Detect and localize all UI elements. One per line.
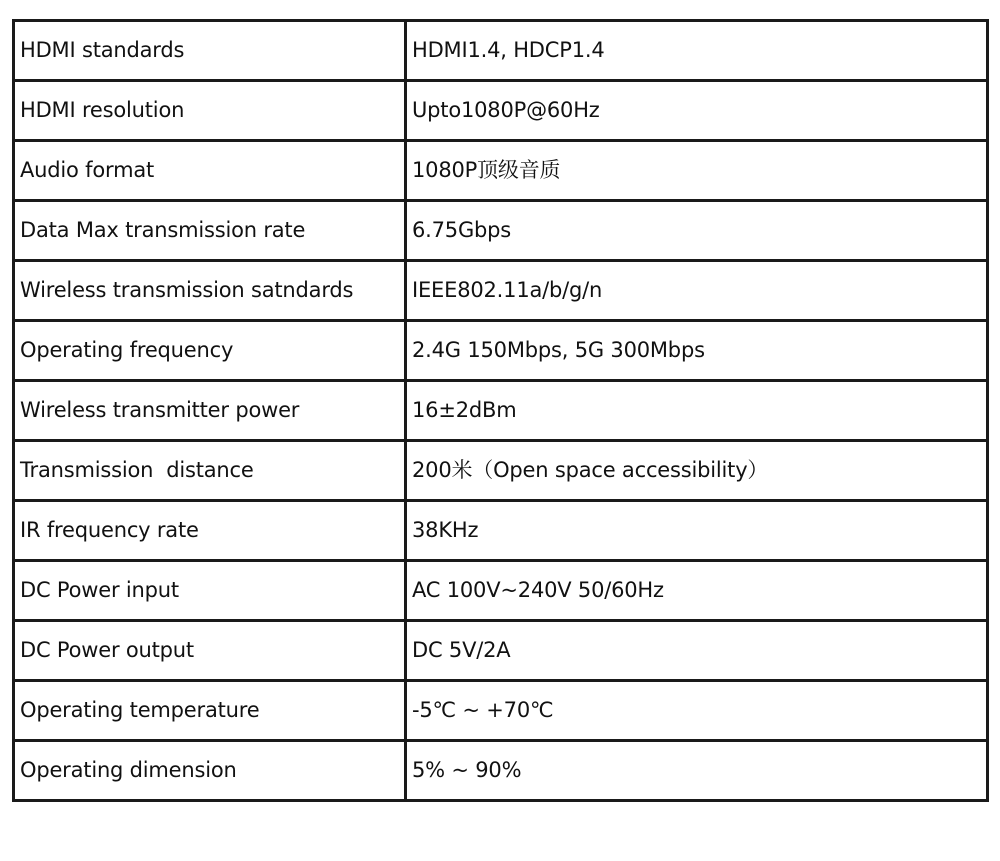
- spec-value: 6.75Gbps: [406, 201, 988, 261]
- table-row: [14, 81, 988, 141]
- table-row: [14, 561, 988, 621]
- spec-value: HDMI1.4, HDCP1.4: [406, 21, 988, 81]
- spec-label: Operating frequency: [14, 321, 406, 381]
- spec-label: IR frequency rate: [14, 501, 406, 561]
- spec-value: 2.4G 150Mbps, 5G 300Mbps: [406, 321, 988, 381]
- spec-label: Data Max transmission rate: [14, 201, 406, 261]
- spec-value: DC 5V/2A: [406, 621, 988, 681]
- spec-label: Audio format: [14, 141, 406, 201]
- spec-label: DC Power output: [14, 621, 406, 681]
- spec-value: AC 100V~240V 50/60Hz: [406, 561, 988, 621]
- spec-label: Wireless transmission satndards: [14, 261, 406, 321]
- spec-value: 1080P顶级音质: [406, 141, 988, 201]
- table-row: [14, 441, 988, 501]
- spec-value: 5% ~ 90%: [406, 741, 988, 801]
- spec-label: Transmission distance: [14, 441, 406, 501]
- spec-label: Operating dimension: [14, 741, 406, 801]
- spec-label: HDMI standards: [14, 21, 406, 81]
- spec-table: [12, 19, 989, 802]
- spec-label: HDMI resolution: [14, 81, 406, 141]
- table-row: [14, 741, 988, 801]
- table-row: [14, 201, 988, 261]
- spec-label: Wireless transmitter power: [14, 381, 406, 441]
- spec-value: 38KHz: [406, 501, 988, 561]
- table-row: [14, 261, 988, 321]
- spec-table-body: [14, 21, 988, 801]
- table-row: [14, 501, 988, 561]
- table-row: [14, 321, 988, 381]
- spec-value: 16±2dBm: [406, 381, 988, 441]
- table-row: [14, 681, 988, 741]
- spec-label: Operating temperature: [14, 681, 406, 741]
- spec-value: IEEE802.11a/b/g/n: [406, 261, 988, 321]
- table-row: [14, 381, 988, 441]
- spec-value: 200米（Open space accessibility）: [406, 441, 988, 501]
- table-row: [14, 21, 988, 81]
- spec-value: -5℃ ~ +70℃: [406, 681, 988, 741]
- spec-value: Upto1080P@60Hz: [406, 81, 988, 141]
- table-row: [14, 141, 988, 201]
- spec-label: DC Power input: [14, 561, 406, 621]
- table-row: [14, 621, 988, 681]
